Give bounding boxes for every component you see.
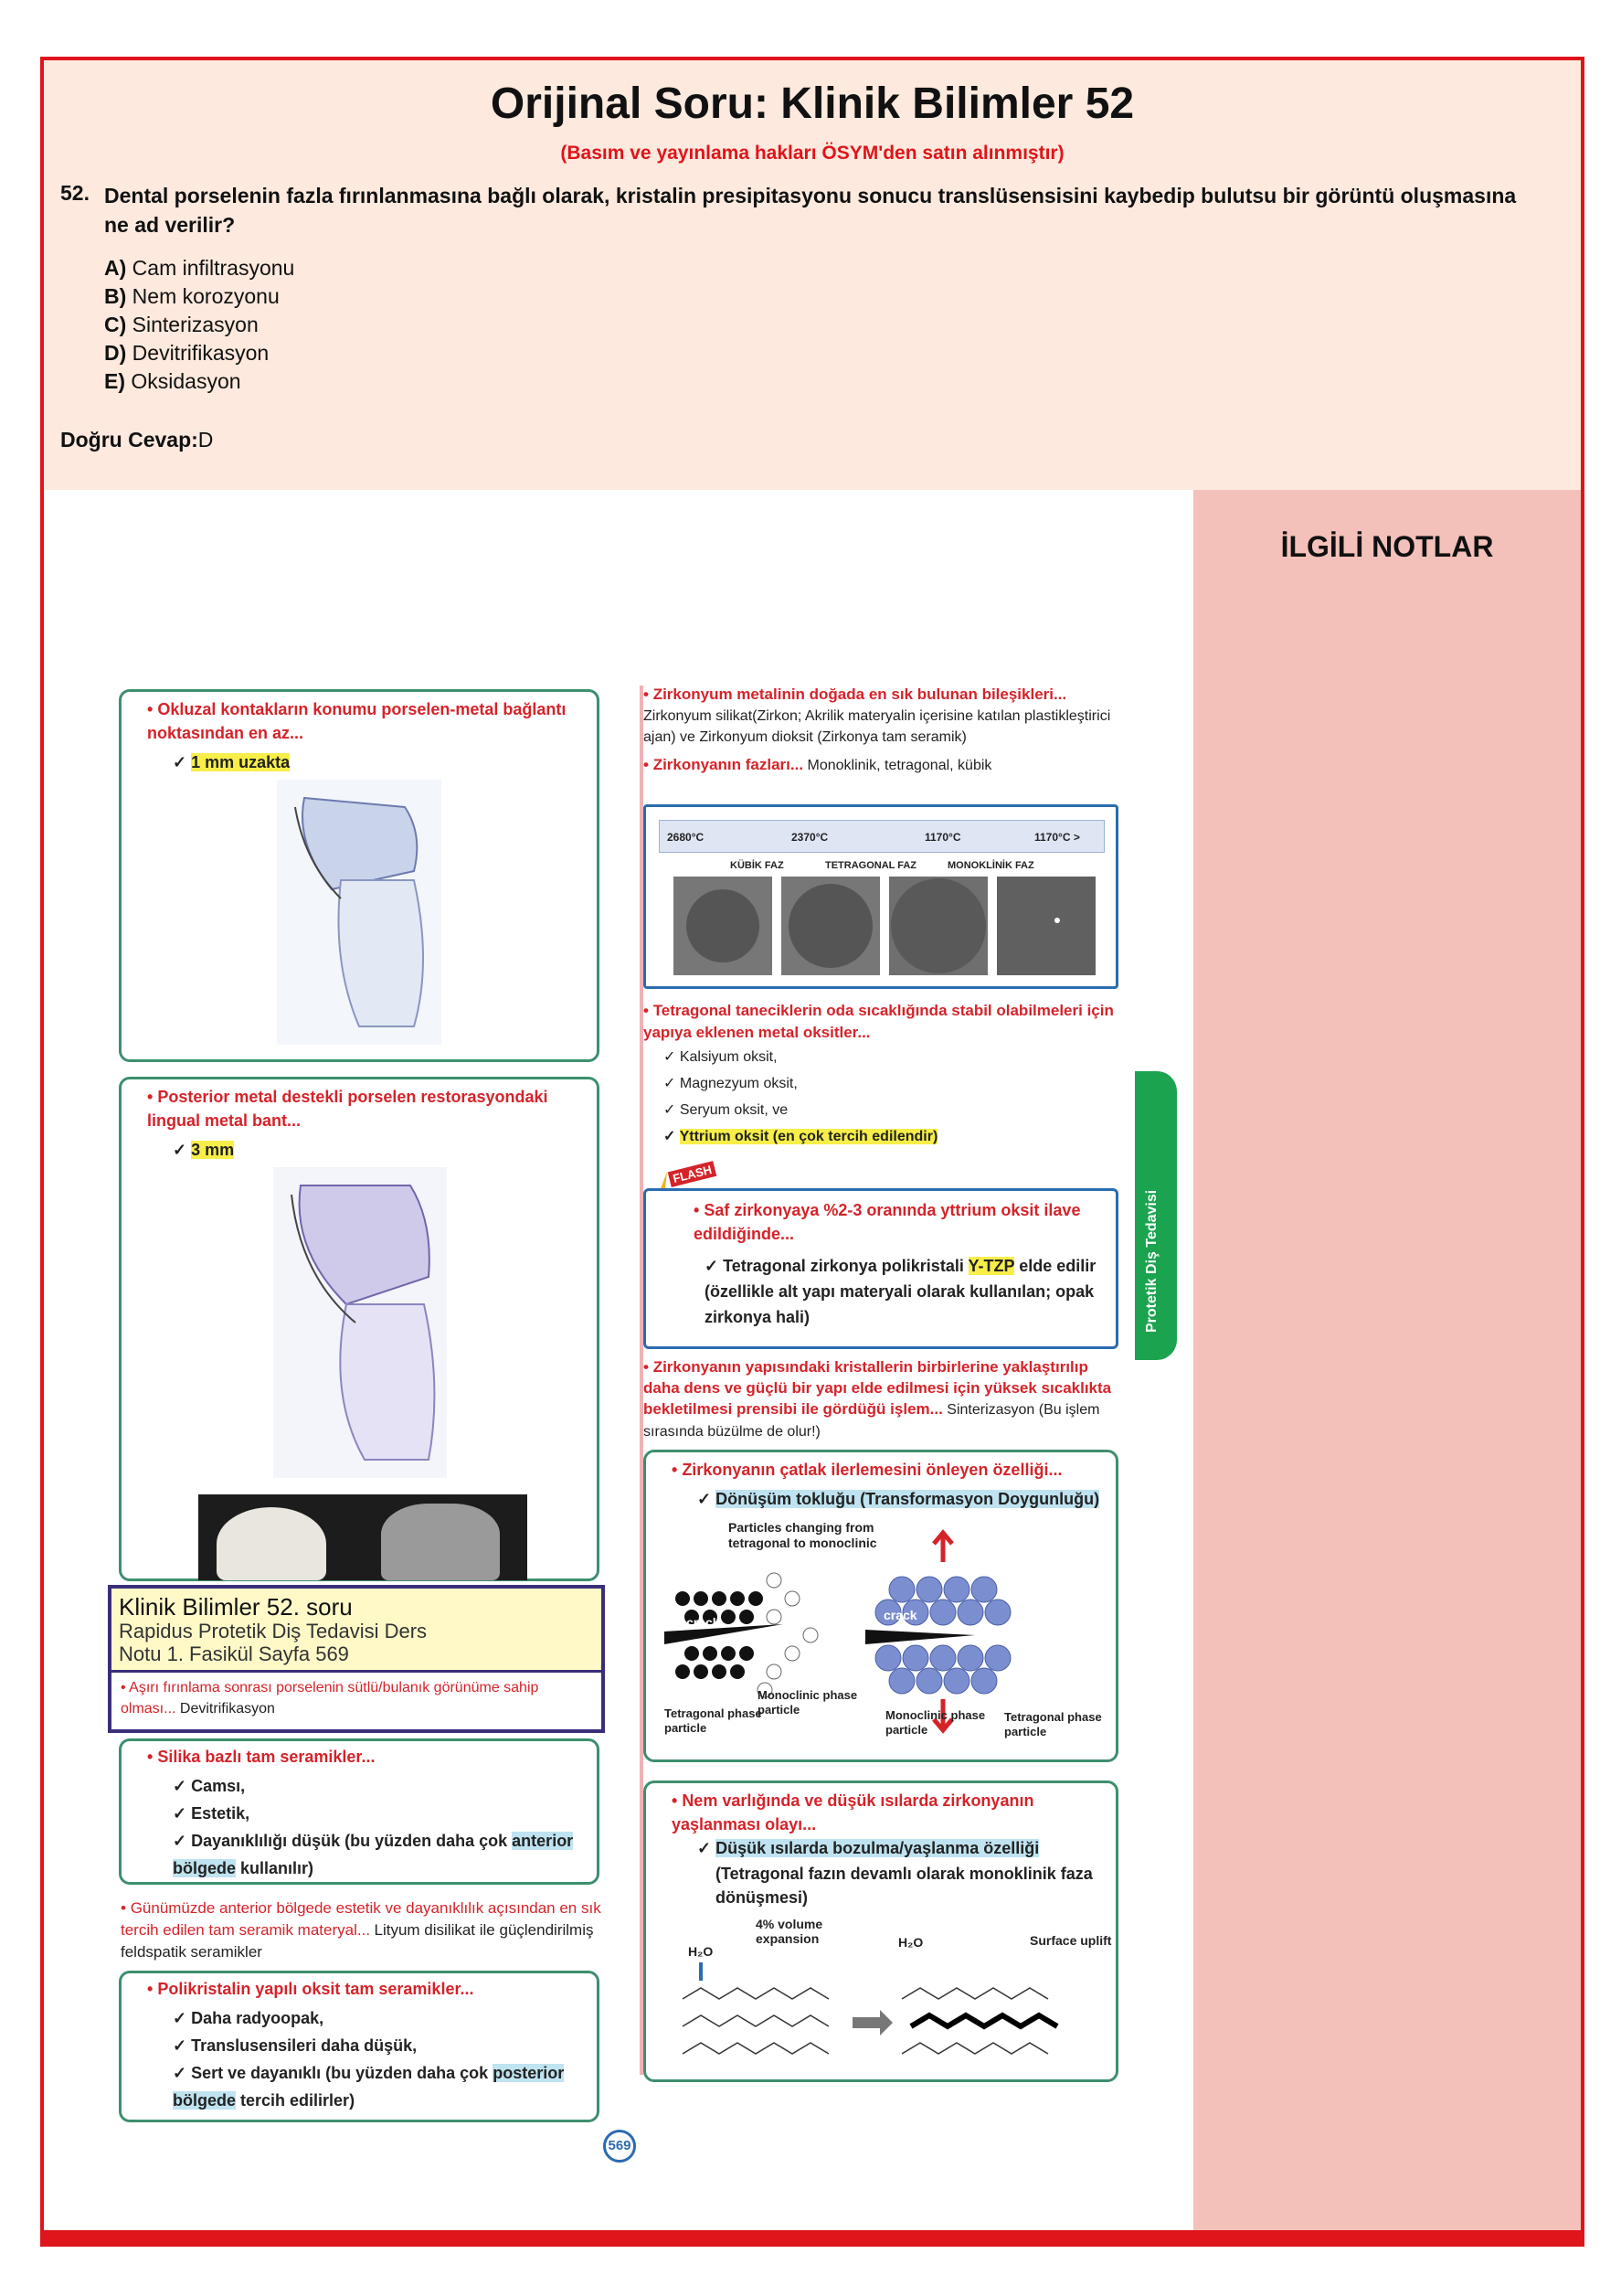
option-a: A) Cam infiltrasyonu [104,256,295,280]
page-title: Orijinal Soru: Klinik Bilimler 52 [490,80,1135,128]
crown-photo [198,1494,527,1580]
transformation-toughening-box: • Zirkonyanın çatlak ilerlemesini önleyen özelliği... ✓ Dönüşüm tokluğu (Transformasyon Doygunluğu) Particles changing from tetragonal to monoclinic crack crack Tetragonal phase particle Monoclinic phase particle Monoclinic phase particle Tetragonal phase particle [643,1450,1118,1762]
box4-heading: • Polikristalin yapılı oksit tam seramikler... [147,1977,473,2001]
ref-source-1: Rapidus Protetik Diş Tedavisi Ders [119,1620,428,1642]
aging-diagram [673,1962,1103,2074]
paragraph-lithium: • Günümüzde anterior bölgede estetik ve dayanıklılık açısından en sık tercih edilen tam seramik materyal... Lityum disilikat ile güçlendirilmiş feldspatik seramikler [121,1897,603,1963]
phase-diagram: 2680°C 2370°C 1170°C 1170°C > KÜBİK FAZ TETRAGONAL FAZ MONOKLİNİK FAZ [643,804,1118,989]
ref-source-2: Notu 1. Fasikül Sayfa 569 [119,1642,349,1665]
box4-item: ✓ Daha radyoopak, [173,2009,324,2027]
box-oxide-ceramics [119,1971,599,2122]
ref-note: • Aşırı fırınlama sonrası porselenin sütlü/bulanık görünüme sahip olması... Devitrifikasyon [111,1673,601,1726]
question-number: 52. [60,181,90,205]
box-occlusal-contacts [119,689,599,1062]
box-silica-ceramics [119,1738,599,1885]
related-notes-panel [1193,490,1581,2230]
reference-box [108,1585,605,1733]
option-b: B) Nem korozyonu [104,284,280,308]
box3-item: ✓ Camsı, [173,1777,246,1795]
sinterization-note: • Zirkonyanın yapısındaki kristallerin birbirlerine yaklaştırılıp daha dens ve güçlü bir yapı elde edilmesi için yüksek sıcaklıkta bekletilmesi prensibi ile gördüğü işlem... Sinterizasyon (Bu işlem sırasında büzülme de olur!) [643,1356,1122,1443]
question-header [44,60,1581,490]
ref-title: Klinik Bilimler 52. soru [119,1593,353,1621]
correct-answer: Doğru Cevap:D [60,428,214,452]
flashback-box: • Saf zirkonyaya %2-3 oranında yttrium oksit ilave edildiğinde... ✓ Tetragonal zirkonya polikristali Y-TZP elde edilir (özellikle alt yapı materyali olarak kullanılan; opak zirkonya hali) [643,1188,1118,1349]
box2-heading: • Posterior metal destekli porselen restorasyondaki lingual metal bant... [147,1085,586,1132]
box1-answer: ✓ 1 mm uzakta [173,753,291,771]
box3-heading: • Silika bazlı tam seramikler... [147,1745,375,1769]
option-e: E) Oksidasyon [104,369,241,393]
book-page-number: 569 [603,2130,636,2163]
box-lingual-band [119,1077,599,1581]
box3-item: ✓ Estetik, [173,1804,250,1823]
options-list [104,254,294,396]
copyright-note: (Basım ve yayınlama hakları ÖSYM'den satın alınmıştır) [560,143,1065,164]
aging-box: • Nem varlığında ve düşük ısılarda zirkonyanın yaşlanması olayı... ✓ Düşük ısılarda bozulma/yaşlanma özelliği (Tetragonal fazın devamlı olarak monoklinik faza dönüşmesi) H₂O 4% volume expansion H₂O Surface uplift [643,1780,1118,2082]
box1-heading: • Okluzal kontakların konumu porselen-metal bağlantı noktasından en az... [147,697,586,745]
option-c: C) Sinterizasyon [104,313,259,336]
flash-back-badge: FLASH [656,1166,731,1217]
notes-title: İLGİLİ NOTLAR [1280,530,1494,563]
option-d: D) Devitrifikasyon [104,341,270,365]
tooth-crown-illustration [277,780,441,1045]
phase-micrographs [673,877,1103,979]
box3-item: ✓ Dayanıklılığı düşük (bu yüzden daha çok anterior bölgede kullanılır) [173,1832,574,1877]
tooth-lingual-illustration [273,1167,447,1478]
box4-item: ✓ Sert ve dayanıklı (bu yüzden daha çok posterior bölgede tercih edilirler) [173,2064,565,2110]
zirconium-compounds: • Zirkonyum metalinin doğada en sık bulunan bileşikleri... Zirkonyum silikat(Zirkon; Akrilik materyalin içerisine katılan plastikleştirici ajan) ve Zirkonyum dioksit (Zirkonya tam seramik) • Zirkonyanın fazları... Monoklinik, tetragonal, kübik [643,684,1118,777]
box2-answer: ✓ 3 mm [173,1141,235,1159]
metal-oxides: • Tetragonal taneciklerin oda sıcaklığında stabil olabilmeleri için yapıya eklenen metal oksitler... ✓ Kalsiyum oksit, ✓ Magnezyum oksit, ✓ Seryum oksit, ve ✓ Yttrium oksit (en çok tercih edilendir) [643,1000,1118,1150]
box4-item: ✓ Translusensileri daha düşük, [173,2036,418,2055]
question-text: Dental porselenin fazla fırınlanmasına bağlı olarak, kristalin presipitasyonu sonucu translüsensisini kaybedip bulutsu bir görüntü oluşmasına ne ad verilir? [104,184,1517,237]
bottom-bar [40,2230,1584,2247]
chapter-side-tab: Protetik Diş Tedavisi [1135,1071,1177,1360]
